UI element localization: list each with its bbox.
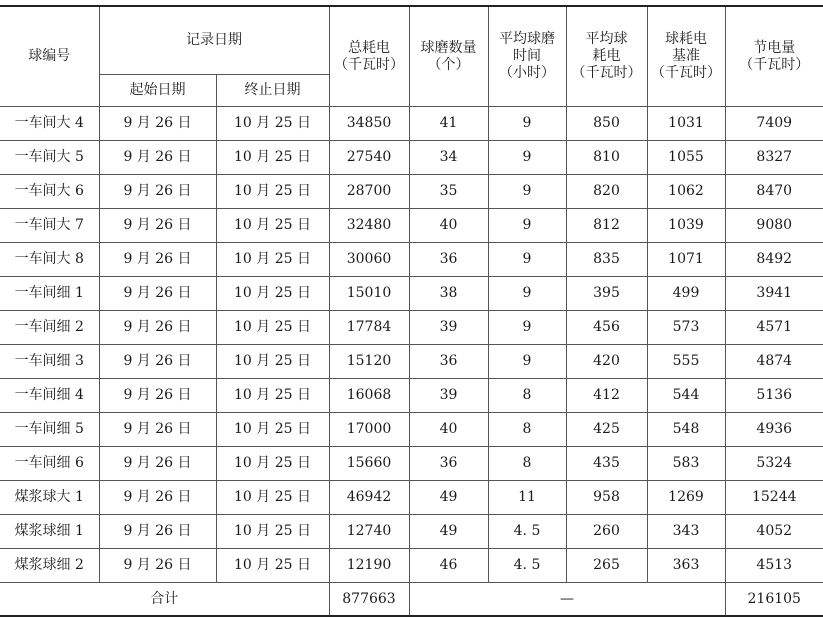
cell-avg-power: 425 xyxy=(566,413,647,447)
cell-mill-count: 39 xyxy=(409,311,488,345)
cell-baseline: 544 xyxy=(647,379,725,413)
cell-end-date: 10 月 25 日 xyxy=(216,209,329,243)
cell-baseline: 1039 xyxy=(647,209,725,243)
cell-start-date: 9 月 26 日 xyxy=(99,311,216,345)
cell-start-date: 9 月 26 日 xyxy=(99,481,216,515)
header-total-power: 总耗电 （千瓦时） xyxy=(329,6,409,107)
cell-total-power: 30060 xyxy=(329,243,409,277)
cell-total-power: 15660 xyxy=(329,447,409,481)
cell-avg-power: 958 xyxy=(566,481,647,515)
cell-end-date: 10 月 25 日 xyxy=(216,107,329,141)
header-end-date: 终止日期 xyxy=(216,75,329,107)
cell-start-date: 9 月 26 日 xyxy=(99,549,216,583)
table-row xyxy=(0,447,823,481)
cell-baseline: 1071 xyxy=(647,243,725,277)
total-row xyxy=(0,583,823,617)
table-row xyxy=(0,413,823,447)
cell-savings: 8470 xyxy=(725,175,823,209)
cell-mill-count: 40 xyxy=(409,413,488,447)
cell-baseline: 363 xyxy=(647,549,725,583)
table-row xyxy=(0,379,823,413)
table-row xyxy=(0,209,823,243)
cell-baseline: 548 xyxy=(647,413,725,447)
cell-total-power: 28700 xyxy=(329,175,409,209)
header-record-date: 记录日期 xyxy=(99,6,329,75)
cell-mill-count: 46 xyxy=(409,549,488,583)
cell-start-date: 9 月 26 日 xyxy=(99,209,216,243)
cell-avg-power: 420 xyxy=(566,345,647,379)
cell-mill-count: 40 xyxy=(409,209,488,243)
cell-avg-time: 9 xyxy=(488,311,566,345)
table-row xyxy=(0,277,823,311)
cell-savings: 9080 xyxy=(725,209,823,243)
cell-mill-count: 49 xyxy=(409,481,488,515)
cell-ball-id: 一车间细 5 xyxy=(0,413,99,447)
cell-baseline: 343 xyxy=(647,515,725,549)
cell-avg-time: 8 xyxy=(488,379,566,413)
cell-end-date: 10 月 25 日 xyxy=(216,379,329,413)
cell-start-date: 9 月 26 日 xyxy=(99,175,216,209)
cell-avg-power: 265 xyxy=(566,549,647,583)
cell-avg-time: 4. 5 xyxy=(488,549,566,583)
power-savings-table-container xyxy=(0,5,823,617)
cell-avg-time: 9 xyxy=(488,243,566,277)
table-row xyxy=(0,345,823,379)
cell-savings: 5136 xyxy=(725,379,823,413)
cell-start-date: 9 月 26 日 xyxy=(99,447,216,481)
cell-mill-count: 36 xyxy=(409,345,488,379)
cell-mill-count: 36 xyxy=(409,447,488,481)
cell-baseline: 1031 xyxy=(647,107,725,141)
cell-start-date: 9 月 26 日 xyxy=(99,141,216,175)
cell-mill-count: 34 xyxy=(409,141,488,175)
header-baseline: 球耗电 基准 （千瓦时） xyxy=(647,6,725,107)
cell-ball-id: 一车间大 5 xyxy=(0,141,99,175)
cell-avg-power: 812 xyxy=(566,209,647,243)
cell-avg-power: 395 xyxy=(566,277,647,311)
header-avg-time: 平均球磨 时间 （小时） xyxy=(488,6,566,107)
cell-total-power: 12190 xyxy=(329,549,409,583)
cell-total-power: 17784 xyxy=(329,311,409,345)
cell-avg-time: 9 xyxy=(488,141,566,175)
cell-mill-count: 38 xyxy=(409,277,488,311)
total-power-sum: 877663 xyxy=(329,583,409,617)
table-row xyxy=(0,549,823,583)
cell-ball-id: 一车间大 4 xyxy=(0,107,99,141)
cell-ball-id: 一车间细 4 xyxy=(0,379,99,413)
cell-baseline: 1269 xyxy=(647,481,725,515)
cell-total-power: 15010 xyxy=(329,277,409,311)
cell-avg-power: 810 xyxy=(566,141,647,175)
cell-savings: 8492 xyxy=(725,243,823,277)
cell-end-date: 10 月 25 日 xyxy=(216,141,329,175)
cell-end-date: 10 月 25 日 xyxy=(216,175,329,209)
cell-avg-power: 456 xyxy=(566,311,647,345)
header-start-date: 起始日期 xyxy=(99,75,216,107)
cell-total-power: 34850 xyxy=(329,107,409,141)
cell-avg-time: 9 xyxy=(488,107,566,141)
cell-total-power: 12740 xyxy=(329,515,409,549)
cell-ball-id: 一车间细 3 xyxy=(0,345,99,379)
cell-savings: 4936 xyxy=(725,413,823,447)
cell-avg-power: 835 xyxy=(566,243,647,277)
cell-ball-id: 一车间细 1 xyxy=(0,277,99,311)
cell-mill-count: 39 xyxy=(409,379,488,413)
cell-ball-id: 一车间大 8 xyxy=(0,243,99,277)
cell-start-date: 9 月 26 日 xyxy=(99,277,216,311)
cell-total-power: 27540 xyxy=(329,141,409,175)
cell-end-date: 10 月 25 日 xyxy=(216,277,329,311)
cell-ball-id: 一车间细 2 xyxy=(0,311,99,345)
cell-avg-time: 9 xyxy=(488,175,566,209)
cell-ball-id: 一车间大 7 xyxy=(0,209,99,243)
cell-avg-power: 820 xyxy=(566,175,647,209)
cell-avg-time: 4. 5 xyxy=(488,515,566,549)
cell-avg-power: 435 xyxy=(566,447,647,481)
header-savings: 节电量 （千瓦时） xyxy=(725,6,823,107)
cell-total-power: 46942 xyxy=(329,481,409,515)
cell-mill-count: 49 xyxy=(409,515,488,549)
total-savings-sum: 216105 xyxy=(725,583,823,617)
header-ball-id: 球编号 xyxy=(0,6,99,107)
header-mill-count: 球磨数量 （个） xyxy=(409,6,488,107)
cell-ball-id: 一车间大 6 xyxy=(0,175,99,209)
cell-end-date: 10 月 25 日 xyxy=(216,345,329,379)
cell-avg-time: 9 xyxy=(488,209,566,243)
table-row xyxy=(0,481,823,515)
cell-baseline: 1062 xyxy=(647,175,725,209)
cell-total-power: 15120 xyxy=(329,345,409,379)
cell-end-date: 10 月 25 日 xyxy=(216,311,329,345)
cell-savings: 15244 xyxy=(725,481,823,515)
cell-start-date: 9 月 26 日 xyxy=(99,107,216,141)
cell-end-date: 10 月 25 日 xyxy=(216,243,329,277)
cell-end-date: 10 月 25 日 xyxy=(216,413,329,447)
cell-start-date: 9 月 26 日 xyxy=(99,413,216,447)
cell-ball-id: 煤浆球细 1 xyxy=(0,515,99,549)
cell-end-date: 10 月 25 日 xyxy=(216,481,329,515)
cell-avg-time: 8 xyxy=(488,413,566,447)
cell-ball-id: 煤浆球细 2 xyxy=(0,549,99,583)
cell-total-power: 17000 xyxy=(329,413,409,447)
table-row xyxy=(0,141,823,175)
cell-savings: 4052 xyxy=(725,515,823,549)
cell-total-power: 32480 xyxy=(329,209,409,243)
cell-mill-count: 35 xyxy=(409,175,488,209)
cell-savings: 8327 xyxy=(725,141,823,175)
cell-baseline: 555 xyxy=(647,345,725,379)
cell-mill-count: 36 xyxy=(409,243,488,277)
total-dash: — xyxy=(409,583,725,617)
cell-start-date: 9 月 26 日 xyxy=(99,243,216,277)
cell-end-date: 10 月 25 日 xyxy=(216,515,329,549)
table-row xyxy=(0,107,823,141)
cell-start-date: 9 月 26 日 xyxy=(99,379,216,413)
cell-avg-time: 8 xyxy=(488,447,566,481)
cell-start-date: 9 月 26 日 xyxy=(99,515,216,549)
power-savings-table xyxy=(0,5,823,617)
cell-baseline: 499 xyxy=(647,277,725,311)
cell-ball-id: 煤浆球大 1 xyxy=(0,481,99,515)
cell-ball-id: 一车间细 6 xyxy=(0,447,99,481)
cell-end-date: 10 月 25 日 xyxy=(216,549,329,583)
cell-avg-power: 260 xyxy=(566,515,647,549)
cell-end-date: 10 月 25 日 xyxy=(216,447,329,481)
total-label: 合计 xyxy=(0,583,329,617)
cell-avg-time: 9 xyxy=(488,277,566,311)
table-row xyxy=(0,515,823,549)
cell-avg-time: 9 xyxy=(488,345,566,379)
cell-savings: 4513 xyxy=(725,549,823,583)
cell-total-power: 16068 xyxy=(329,379,409,413)
cell-avg-power: 850 xyxy=(566,107,647,141)
cell-savings: 4874 xyxy=(725,345,823,379)
cell-mill-count: 41 xyxy=(409,107,488,141)
cell-baseline: 583 xyxy=(647,447,725,481)
cell-savings: 3941 xyxy=(725,277,823,311)
cell-savings: 7409 xyxy=(725,107,823,141)
cell-start-date: 9 月 26 日 xyxy=(99,345,216,379)
table-row xyxy=(0,243,823,277)
cell-avg-power: 412 xyxy=(566,379,647,413)
cell-avg-time: 11 xyxy=(488,481,566,515)
table-row xyxy=(0,311,823,345)
cell-savings: 4571 xyxy=(725,311,823,345)
cell-baseline: 1055 xyxy=(647,141,725,175)
cell-savings: 5324 xyxy=(725,447,823,481)
cell-baseline: 573 xyxy=(647,311,725,345)
table-row xyxy=(0,175,823,209)
header-avg-power: 平均球 耗电 （千瓦时） xyxy=(566,6,647,107)
